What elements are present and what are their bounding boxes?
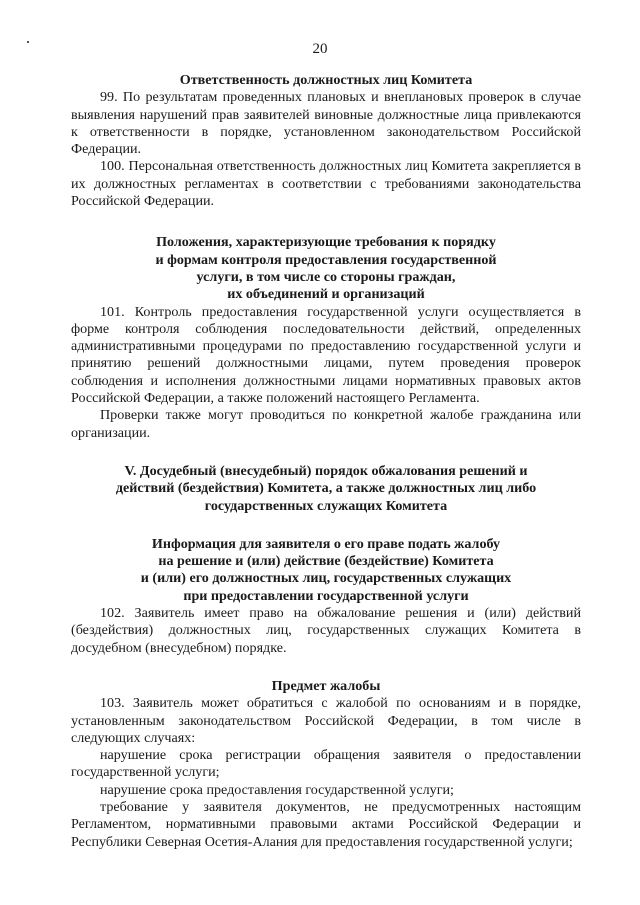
heading-complaint-subject: Предмет жалобы [271, 677, 381, 694]
heading-line: их объединений и организаций [227, 286, 425, 303]
spacer [71, 442, 581, 463]
page-number: 20 [312, 41, 328, 57]
list-item-extra-documents: требование у заявителя документов, не предусмотренных настоящим Регламентом, нормативными правовыми актами Российской Федерации и Республики Северная Осетия-Алания для предоставления государственной услуги; [71, 798, 581, 850]
heading-line: услуги, в том числе со стороны граждан, [196, 268, 456, 285]
document-body [71, 72, 581, 851]
heading-line: при предоставлении государственной услуги [183, 587, 469, 604]
heading-control-provisions [71, 234, 581, 303]
spacer [71, 515, 581, 536]
list-item-registration-deadline: нарушение срока регистрации обращения заявителя о предоставлении государственной услуги; [71, 747, 581, 781]
heading-line: Информация для заявителя о его праве подать жалобу [151, 535, 501, 552]
list-item-service-deadline: нарушение срока предоставления государственной услуги; [100, 781, 454, 798]
paragraph-101-inspections: Проверки также могут проводиться по конкретной жалобе гражданина или организации. [71, 407, 581, 441]
heading-line: Положения, характеризующие требования к порядку [156, 234, 496, 251]
paragraph-103: 103. Заявитель может обратиться с жалобой по основаниям и в порядке, установленным законодательством Российской Федерации, в том числе в следующих случаях: [71, 695, 581, 746]
heading-officials-responsibility: Ответственность должностных лиц Комитета [179, 72, 473, 88]
heading-line: и формам контроля предоставления государственной [155, 251, 497, 268]
heading-line: государственных служащих Комитета [204, 497, 448, 514]
heading-line: V. Досудебный (внесудебный) порядок обжалования решений и [124, 462, 528, 479]
spacer [71, 657, 581, 678]
spacer [71, 210, 581, 234]
heading-complaint-rights-info [71, 536, 581, 605]
heading-line: и (или) его должностных лиц, государственных служащих [140, 570, 512, 587]
heading-line: действий (бездействия) Комитета, а также должностных лиц либо [115, 480, 537, 497]
paragraph-102: 102. Заявитель имеет право на обжалование решения и (или) действий (бездействия) должностных лиц, государственных служащих Комитета в досудебном (внесудебном) порядке. [71, 605, 581, 656]
paragraph-99: 99. По результатам проведенных плановых и внеплановых проверок в случае выявления нарушений прав заявителей виновные должностные лица привлекаются к ответственности в порядке, установленном законодательством Российской Федерации. [71, 89, 581, 158]
heading-section-v [71, 463, 581, 515]
paragraph-100: 100. Персональная ответственность должностных лиц Комитета закрепляется в их должностных регламентах в соответствии с требованиями законодательства Российской Федерации. [71, 158, 581, 210]
paragraph-101: 101. Контроль предоставления государственной услуги осуществляется в форме контроля соблюдения последовательности действий, определенных административными процедурами по предоставлению государственной услуги и принятию решений должностными лицами, путем проведения проверок соблюдения и исполнения должностными лицами нормативных правовых актов Российской Федерации, а также положений настоящего Регламента. [71, 303, 581, 407]
heading-line: на решение и (или) действие (бездействие) Комитета [158, 553, 494, 570]
